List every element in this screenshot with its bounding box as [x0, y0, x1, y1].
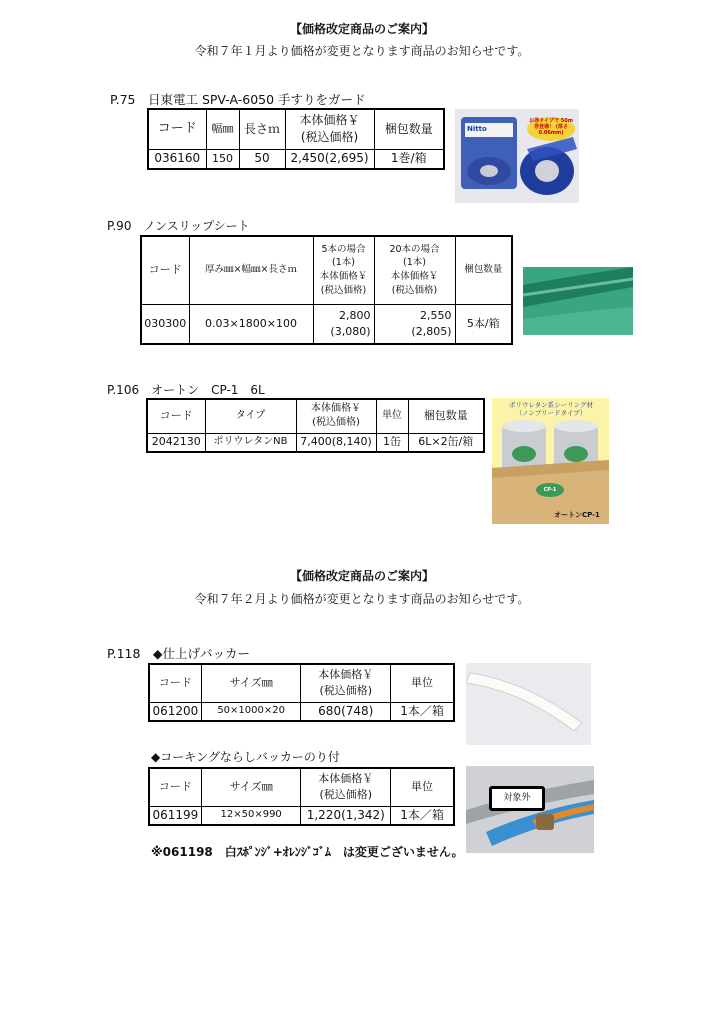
notice-title-1: 【価格改定商品のご案内】 [289, 22, 434, 36]
cell-price: 1,220(1,342) [301, 806, 391, 825]
price-table-p118 [148, 663, 455, 722]
price-table-p118-glue [148, 767, 455, 826]
cell-size: 12×50×990 [201, 806, 301, 825]
header-pack: 梱包数量 [374, 109, 444, 149]
cell-price: 7,400(8,140) [296, 433, 376, 452]
product-photo-sealant [492, 398, 609, 524]
cell-pack: 5本/箱 [455, 304, 512, 344]
backer-illustration [466, 663, 591, 745]
product-photo-backer-glue [466, 766, 594, 853]
cell-code: 030300 [141, 304, 189, 344]
cell-size: 50×1000×20 [201, 702, 301, 721]
section-heading-p75: P.75 日東電工 SPV-A-6050 手すりをガード [110, 92, 366, 107]
cell-width: 150 [206, 149, 239, 169]
price-table-p75 [147, 108, 445, 170]
cell-unit: 1缶 [376, 433, 408, 452]
header-unit: 単位 [376, 399, 408, 433]
cell-price-5: 2,800 (3,080) [313, 304, 374, 344]
header-size: サイズ㎜ [201, 768, 301, 806]
cell-type: ポリウレタンNB [205, 433, 296, 452]
header-code: コード [147, 399, 205, 433]
product-photo-sheet [523, 267, 633, 335]
cell-code: 061200 [149, 702, 201, 721]
unchanged-note: ※061198 白ｽﾎﾟﾝｼﾞ+ｵﾚﾝｼﾞｺﾞﾑ は変更ございません。 [151, 845, 464, 859]
header-size: 厚み㎜×幅㎜×長さｍ [189, 236, 313, 304]
tape-brand-logo: Nitto [467, 125, 487, 133]
header-code: コード [149, 664, 201, 702]
price-table-p106 [146, 398, 485, 453]
header-unit: 単位 [391, 664, 454, 702]
cell-length: 50 [239, 149, 285, 169]
cell-code: 2042130 [147, 433, 205, 452]
excluded-tag: 対象外 [489, 786, 545, 811]
cell-pack: 6L×2缶/箱 [408, 433, 484, 452]
header-price-5: 5本の場合 (1本) 本体価格￥ (税込価格) [313, 236, 374, 304]
header-pack: 梱包数量 [408, 399, 484, 433]
header-price: 本体価格￥ (税込価格) [301, 664, 391, 702]
cell-price-20: 2,550 (2,805) [374, 304, 455, 344]
section-heading-p106: P.106 オートン CP-1 6L [107, 383, 265, 397]
sub-heading-backer-glue: ◆コーキングならしバッカーのり付 [151, 750, 340, 764]
cell-code: 061199 [149, 806, 201, 825]
sheet-roll-illustration [523, 267, 633, 335]
header-type: タイプ [205, 399, 296, 433]
section-heading-p118: P.118 ◆仕上げバッカー [107, 646, 251, 661]
cell-size: 0.03×1800×100 [189, 304, 313, 344]
product-photo-backer [466, 663, 591, 745]
price-table-p90 [140, 235, 513, 345]
cell-price: 2,450(2,695) [285, 149, 374, 169]
header-price: 本体価格￥ (税込価格) [296, 399, 376, 433]
sealant-caption: ポリウレタン系シーリング材 （ノンブリードタイプ） [508, 401, 594, 417]
section-heading-p90: P.90 ノンスリップシート [107, 219, 250, 233]
header-length: 長さｍ [239, 109, 285, 149]
header-code: コード [148, 109, 206, 149]
header-size: サイズ㎜ [201, 664, 301, 702]
header-price: 本体価格￥ (税込価格) [301, 768, 391, 806]
tape-photo-badge: お得タイプで 50m巻登場！ (厚さ 0.06mm) [529, 118, 573, 136]
cell-unit: 1本／箱 [391, 702, 454, 721]
cell-unit: 1本／箱 [391, 806, 454, 825]
header-pack: 梱包数量 [455, 236, 512, 304]
cell-pack: 1巻/箱 [374, 149, 444, 169]
notice-subtitle-2: 令和７年２月より価格が変更となります商品のお知らせです。 [194, 592, 530, 606]
cell-code: 036160 [148, 149, 206, 169]
header-code: コード [141, 236, 189, 304]
header-price: 本体価格￥ (税込価格) [285, 109, 374, 149]
cell-price: 680(748) [301, 702, 391, 721]
sealant-box-label: CP-1 [543, 487, 557, 493]
header-price-20: 20本の場合 (1本) 本体価格￥ (税込価格) [374, 236, 455, 304]
sealant-photo-label: オートンCP-1 [554, 511, 600, 519]
notice-subtitle-1: 令和７年１月より価格が変更となります商品のお知らせです。 [194, 44, 530, 58]
header-unit: 単位 [391, 768, 454, 806]
header-width: 幅㎜ [206, 109, 239, 149]
header-code: コード [149, 768, 201, 806]
product-photo-tape [455, 109, 579, 203]
notice-title-2: 【価格改定商品のご案内】 [289, 569, 434, 583]
